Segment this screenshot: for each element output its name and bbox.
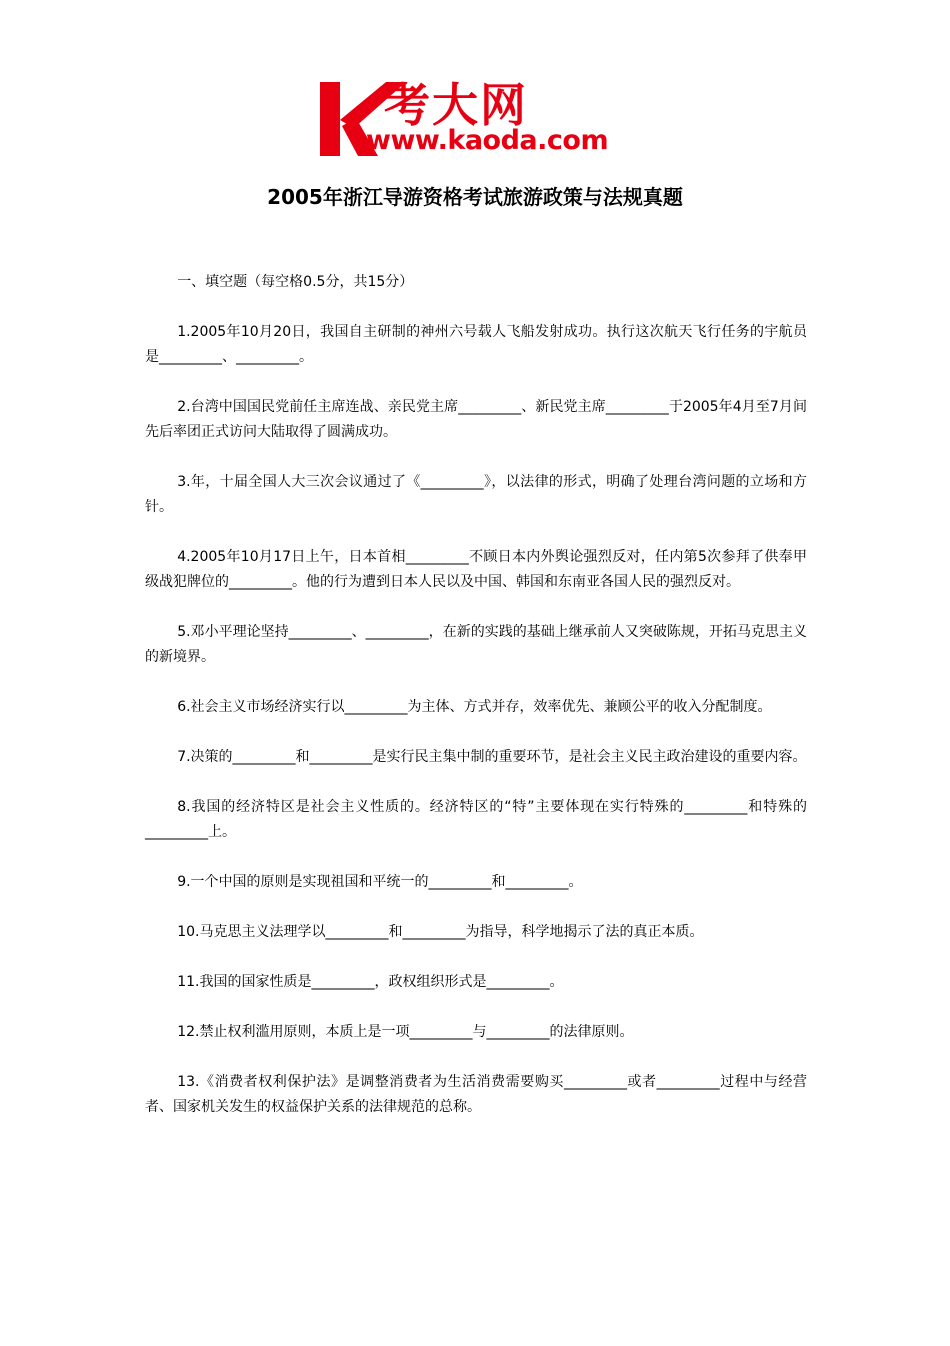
question-11: 11.我国的国家性质是_________，政权组织形式是_________。	[177, 974, 564, 990]
question-12: 12.禁止权利滥用原则，本质上是一项_________与_________的法律原则。	[177, 1024, 634, 1040]
question-13: 13.《消费者权利保护法》是调整消费者为生活消费需要购买_________或者_________过程中与经营者、国家机关发生的权益保护关系的法律规范的总称。	[145, 1074, 807, 1115]
document-body	[145, 270, 807, 1145]
section-heading: 一、填空题（每空格0.5分，共15分）	[177, 274, 414, 290]
question-6: 6.社会主义市场经济实行以_________为主体、方式并存，效率优先、兼顾公平的收入分配制度。	[177, 699, 772, 715]
question-3: 3.年，十届全国人大三次会议通过了《_________》，以法律的形式，明确了处理台湾问题的立场和方针。	[145, 474, 807, 515]
question-7: 7.决策的_________和_________是实行民主集中制的重要环节，是社会主义民主政治建设的重要内容。	[177, 749, 807, 765]
logo-brand-name: 考大网	[384, 78, 528, 132]
page-title: 2005年浙江导游资格考试旅游政策与法规真题	[267, 185, 683, 209]
question-9: 9.一个中国的原则是实现祖国和平统一的_________和_________。	[177, 874, 583, 890]
question-8: 8.我国的经济特区是社会主义性质的。经济特区的“特”主要体现在实行特殊的_________和特殊的_________上。	[145, 799, 807, 840]
logo-url: www.kaoda.com	[366, 125, 609, 156]
question-10: 10.马克思主义法理学以_________和_________为指导，科学地揭示了法的真正本质。	[177, 924, 704, 940]
question-1: 1.2005年10月20日，我国自主研制的神州六号载人飞船发射成功。执行这次航天飞行任务的宇航员是_________、_________。	[145, 324, 807, 365]
question-4: 4.2005年10月17日上午，日本首相_________不顾日本内外舆论强烈反对，任内第5次参拜了供奉甲级战犯牌位的_________。他的行为遭到日本人民以及中国、韩国和东南亚各国人民的强烈反对。	[145, 549, 807, 590]
kaoda-logo	[316, 80, 641, 158]
question-5: 5.邓小平理论坚持_________、_________，在新的实践的基础上继承前人又突破陈规，开拓马克思主义的新境界。	[145, 624, 807, 665]
question-2: 2.台湾中国国民党前任主席连战、亲民党主席_________、新民党主席_________于2005年4月至7月间先后率团正式访问大陆取得了圆满成功。	[145, 399, 807, 440]
